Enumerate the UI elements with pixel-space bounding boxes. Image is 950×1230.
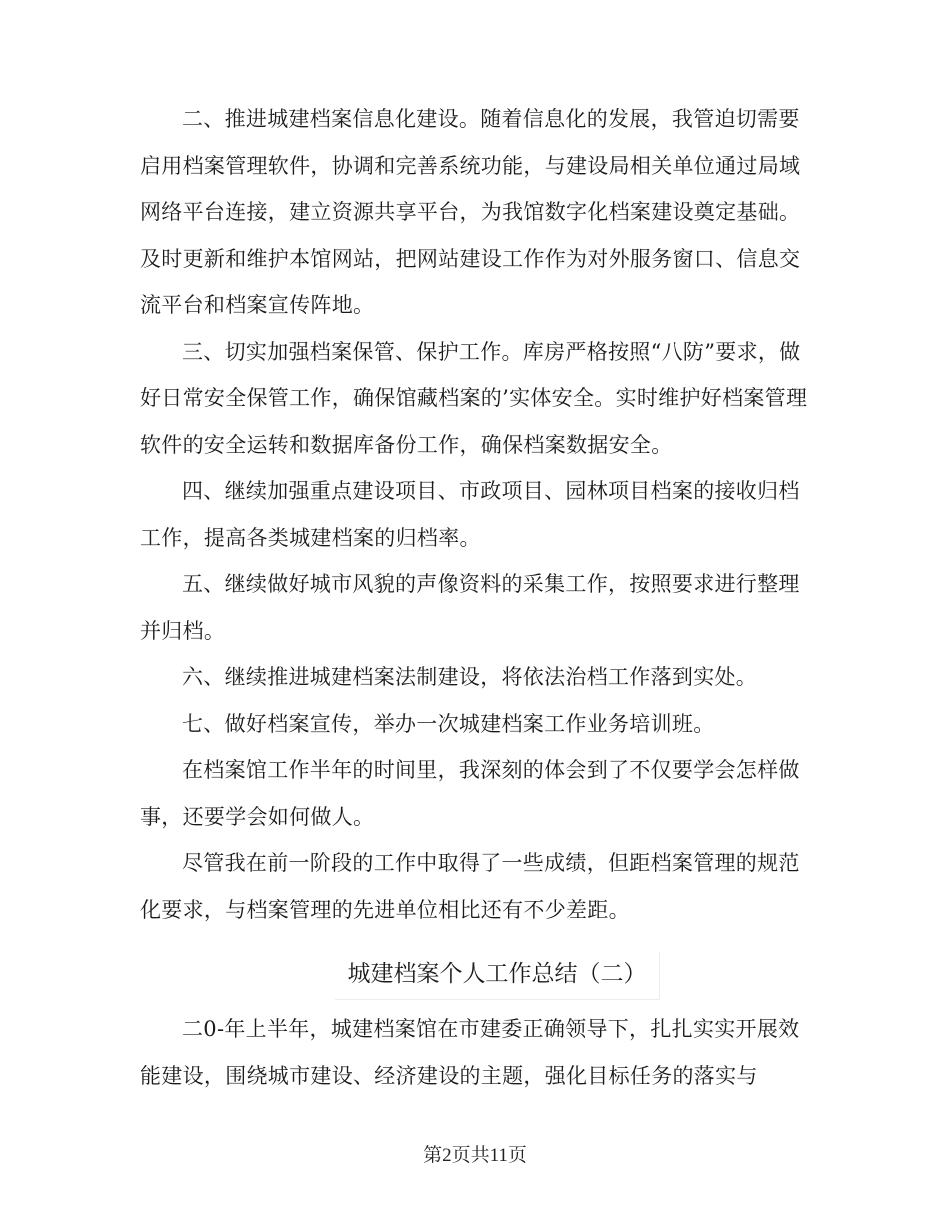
paragraph-7: 七、做好档案宣传，举办一次城建档案工作业务培训班。 [182, 711, 715, 736]
paragraph-2: 二、推进城建档案信息化建设。随着信息化的发展，我管迫切需要启用档案管理软件，协调和完善系统功能，与建设局相关单位通过局域网络平台连接，建立资源共享平台，为我馆数字化档案建设奠定基础。及时更新和维护本馆网站，把网站建设工作作为对外服务窗口、信息交流平台和档案宣传阵地。 [140, 107, 801, 317]
paragraph-6: 六、继续推进城建档案法制建设，将依法治档工作落到实处。 [182, 665, 758, 689]
paragraph-intro: 二0-年上半年，城建档案馆在市建委正确领导下，扎扎实实开展效能建设，围绕城市建设、经济建设的主题，强化目标任务的落实与 [140, 1017, 800, 1088]
document-body [140, 96, 810, 933]
paragraph-5: 五、继续做好城市风貌的声像资料的采集工作，按照要求进行整理并归档。 [140, 572, 800, 643]
section-title: 城建档案个人工作总结（二） [335, 952, 660, 1000]
paragraph-reflection: 在档案馆工作半年的时间里，我深刻的体会到了不仅要学会怎样做事，还要学会如何做人。 [140, 758, 800, 829]
paragraph-4: 四、继续加强重点建设项目、市政项目、园林项目档案的接收归档工作，提高各类城建档案的归档率。 [140, 479, 800, 550]
page-number-footer: 第2页共11页 [423, 1145, 527, 1166]
document-body-2 [140, 1006, 810, 1099]
paragraph-gap: 尽管我在前一阶段的工作中取得了一些成绩，但距档案管理的规范化要求，与档案管理的先进单位相比还有不少差距。 [140, 851, 800, 922]
paragraph-3: 三、切实加强档案保管、保护工作。库房严格按照“八防”要求，做好日常安全保管工作，确保馆藏档案的’实体安全。实时维护好档案管理软件的安全运转和数据库备份工作，确保档案数据安全。 [140, 339, 808, 457]
